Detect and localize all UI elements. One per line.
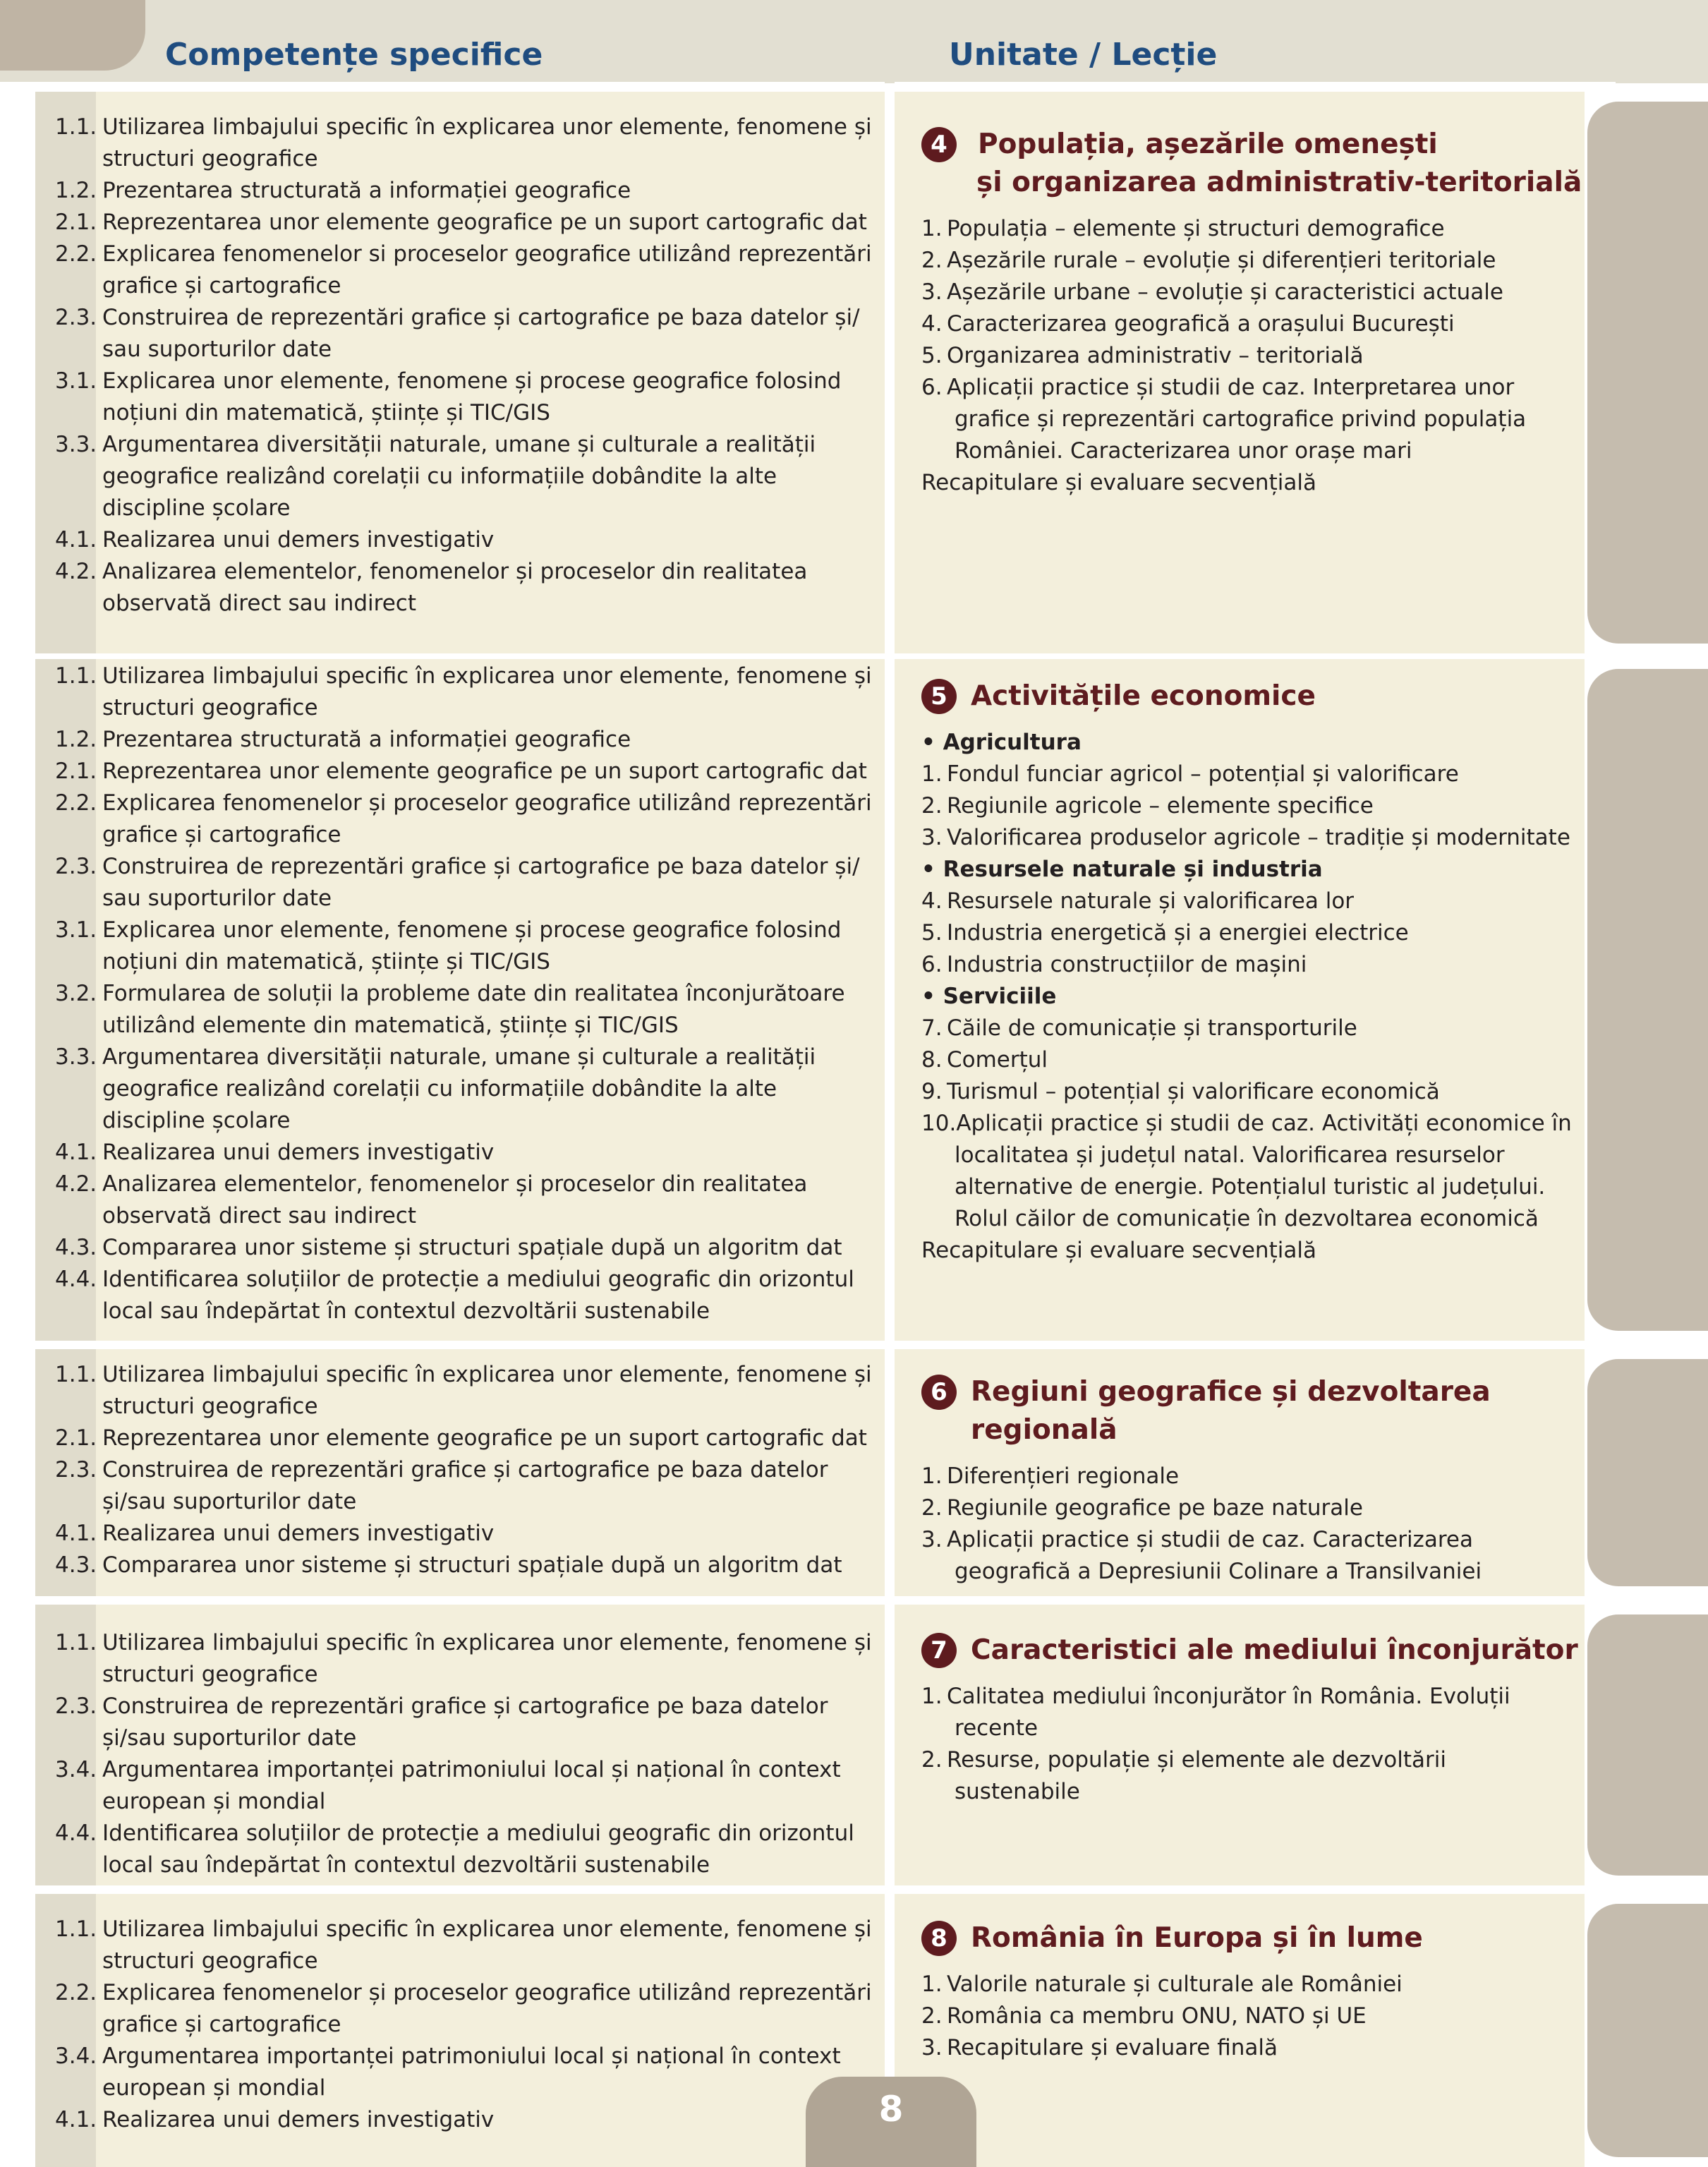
competence-number: 3.2. <box>55 981 97 1006</box>
competence-text: Utilizarea limbajului specific în explicarea unor elemente, fenomene și structuri geografice <box>102 663 872 720</box>
competence-item <box>55 1423 885 1454</box>
competence-number: 1.1. <box>55 1630 97 1655</box>
competence-item <box>55 302 885 366</box>
lesson-text: Organizarea administrativ – teritorială <box>947 343 1364 368</box>
lesson-text: Aplicații practice și studii de caz. Caracterizarea geografică a Depresiunii Colinare a Transilvaniei <box>947 1527 1482 1584</box>
competence-list <box>55 660 885 1327</box>
competence-text: Analizarea elementelor, fenomenelor și proceselor din realitatea observată direct sau indirect <box>102 559 808 616</box>
lesson-text: Aplicații practice și studii de caz. Activități economice în localitatea și județul natal. Valorificarea resurselor alternative de energie. Potențialul turistic al județului. Rolul căilor de comunicație în dezvoltarea economică <box>955 1111 1572 1231</box>
lesson-item <box>921 340 1577 372</box>
lesson-text: Industria energetică și a energiei electrice <box>947 920 1409 946</box>
lesson-number: 10. <box>921 1111 957 1136</box>
lesson-item <box>921 372 1577 467</box>
lesson-number: 1. <box>921 1463 943 1489</box>
unit-number-badge: 5 <box>921 679 957 714</box>
lesson-list <box>921 1969 1577 2064</box>
lesson-item <box>921 1044 1577 1076</box>
unit-title: Activitățile economice <box>971 680 1316 712</box>
competence-number: 2.3. <box>55 1457 97 1483</box>
competence-text: Explicarea fenomenelor și proceselor geografice utilizând reprezentări grafice și cartografice <box>102 790 872 847</box>
lesson-item <box>921 1524 1577 1588</box>
competence-text: Explicarea fenomenelor și proceselor geografice utilizând reprezentări grafice și cartografice <box>102 1980 872 2037</box>
competence-item <box>55 915 885 978</box>
competence-text: Utilizarea limbajului specific în explicarea unor elemente, fenomene și structuri geografice <box>102 1630 872 1687</box>
lesson-item <box>921 2032 1577 2064</box>
competence-list <box>55 1359 885 1581</box>
competence-item <box>55 756 885 787</box>
competence-number: 3.4. <box>55 1757 97 1782</box>
competence-number: 2.1. <box>55 759 97 784</box>
competence-text: Construirea de reprezentări grafice și cartografice pe baza datelor și/ sau suporturilor date <box>102 305 860 362</box>
competence-number: 4.1. <box>55 2107 97 2132</box>
competence-number: 2.3. <box>55 305 97 330</box>
competence-list <box>55 1914 885 2136</box>
competence-text: Formularea de soluții la probleme date din realitatea înconjurătoare utilizând elemente din matematică, științe și TIC/GIS <box>102 981 845 1038</box>
lesson-item <box>921 1681 1577 1744</box>
lesson-number: 4. <box>921 311 943 337</box>
unit-number-badge: 8 <box>921 1921 957 1956</box>
competence-number: 2.2. <box>55 1980 97 2005</box>
competence-item <box>55 1232 885 1264</box>
competence-text: Argumentarea importanței patrimoniului local și național în context european și mondial <box>102 1757 841 1814</box>
lesson-text: Populația – elemente și structuri demografice <box>947 216 1445 241</box>
competence-text: Reprezentarea unor elemente geografice pe un suport cartografic dat <box>102 210 867 235</box>
competence-text: Argumentarea importanței patrimoniului local și național în context european și mondial <box>102 2044 841 2101</box>
lesson-text: Căile de comunicație și transporturile <box>947 1015 1357 1041</box>
lesson-text: Regiunile geografice pe baze naturale <box>947 1495 1363 1521</box>
competence-text: Compararea unor sisteme și structuri spațiale după un algoritm dat <box>102 1235 842 1260</box>
lesson-number: 2. <box>921 248 943 273</box>
competence-list <box>55 1627 885 1881</box>
competence-item <box>55 1550 885 1581</box>
competence-item <box>55 366 885 429</box>
competence-text: Realizarea unui demers investigativ <box>102 2107 495 2132</box>
competence-number: 4.1. <box>55 1521 97 1546</box>
competence-text: Reprezentarea unor elemente geografice pe un suport cartografic dat <box>102 759 867 784</box>
lesson-text: Calitatea mediului înconjurător în România. Evoluții recente <box>947 1684 1510 1741</box>
lesson-text: Fondul funciar agricol – potențial și valorificare <box>947 761 1459 787</box>
competence-text: Explicarea unor elemente, fenomene și procese geografice folosind noțiuni din matematică, științe și TIC/GIS <box>102 368 842 425</box>
competence-text: Realizarea unui demers investigativ <box>102 1521 495 1546</box>
side-tab <box>1587 1614 1708 1876</box>
lesson-number: 9. <box>921 1079 943 1104</box>
competence-text: Compararea unor sisteme și structuri spațiale după un algoritm dat <box>102 1552 842 1578</box>
competence-number: 3.1. <box>55 917 97 943</box>
lesson-number: 2. <box>921 2003 943 2029</box>
competence-text: Prezentarea structurată a informației geografice <box>102 727 631 752</box>
lesson-text: Aplicații practice și studii de caz. Interpretarea unor grafice și reprezentări cartografice privind populația României. Caracterizarea unor orașe mari <box>947 375 1527 464</box>
lesson-number: 8. <box>921 1047 943 1073</box>
lesson-item <box>921 790 1577 822</box>
competence-text: Argumentarea diversității naturale, umane și culturale a realității geografice realizând corelații cu informațiile dobândite la alte discipline școlare <box>102 1044 816 1133</box>
lesson-text: Regiunile agricole – elemente specifice <box>947 793 1374 819</box>
competence-item <box>55 524 885 556</box>
lesson-text: Așezările urbane – evoluție și caracteristici actuale <box>947 279 1503 305</box>
competence-item <box>55 1754 885 1818</box>
lesson-number: 3. <box>921 1527 943 1552</box>
competence-number: 1.1. <box>55 1917 97 1942</box>
competence-number: 4.4. <box>55 1267 97 1292</box>
lesson-section-heading: • Agricultura <box>921 730 1082 755</box>
competence-number: 3.4. <box>55 2044 97 2069</box>
competence-item <box>55 1042 885 1137</box>
competence-item <box>55 978 885 1042</box>
page-number: 8 <box>878 2089 904 2130</box>
lesson-text: Valorificarea produselor agricole – tradiție și modernitate <box>947 825 1570 850</box>
competence-item <box>55 429 885 524</box>
lesson-section-heading: • Resursele naturale și industria <box>921 857 1323 882</box>
competence-text: Prezentarea structurată a informației geografice <box>102 178 631 203</box>
competence-text: Explicarea fenomenelor si proceselor geografice utilizând reprezentări grafice și cartografice <box>102 241 872 298</box>
lesson-text: Industria construcțiilor de mașini <box>947 952 1307 977</box>
competence-number: 4.3. <box>55 1235 97 1260</box>
competence-text: Utilizarea limbajului specific în explicarea unor elemente, fenomene și structuri geografice <box>102 1917 872 1974</box>
competence-text: Reprezentarea unor elemente geografice pe un suport cartografic dat <box>102 1425 867 1451</box>
header-rule <box>895 82 1616 92</box>
competence-item <box>55 175 885 207</box>
side-tab <box>1587 669 1708 1331</box>
competence-number: 4.1. <box>55 527 97 553</box>
lesson-number: 6. <box>921 952 943 977</box>
lesson-text: Resursele naturale și valorificarea lor <box>947 888 1355 914</box>
unit-title: și organizarea administrativ-teritorială <box>976 167 1582 198</box>
lesson-list <box>921 727 1577 1267</box>
lesson-item <box>921 1076 1577 1108</box>
lesson-item <box>921 1969 1577 2000</box>
competence-item <box>55 1264 885 1327</box>
competence-item <box>55 1454 885 1518</box>
competence-number: 2.2. <box>55 790 97 816</box>
lesson-number: 2. <box>921 1747 943 1773</box>
competence-item <box>55 1627 885 1691</box>
competence-item <box>55 1977 885 2041</box>
lesson-item <box>921 1492 1577 1524</box>
competence-item <box>55 2041 885 2104</box>
competence-item <box>55 556 885 620</box>
lesson-item <box>921 277 1577 308</box>
competence-number: 2.1. <box>55 210 97 235</box>
lesson-recap: Recapitulare și evaluare secvențială <box>921 1238 1316 1263</box>
lesson-item <box>921 1744 1577 1808</box>
competence-text: Identificarea soluțiilor de protecție a mediului geografic din orizontul local sau îndepărtat în contextul dezvoltării sustenabile <box>102 1821 854 1878</box>
competence-number: 4.2. <box>55 559 97 584</box>
lesson-list <box>921 1681 1577 1808</box>
competence-item <box>55 1818 885 1881</box>
competence-text: Utilizarea limbajului specific în explicarea unor elemente, fenomene și structuri geografice <box>102 114 872 171</box>
lesson-number: 1. <box>921 1972 943 1997</box>
competence-item <box>55 1518 885 1550</box>
lesson-recap: Recapitulare și evaluare secvențială <box>921 470 1316 495</box>
competence-item <box>55 111 885 175</box>
competence-text: Utilizarea limbajului specific în explicarea unor elemente, fenomene și structuri geografice <box>102 1362 872 1419</box>
lesson-item <box>921 822 1577 854</box>
lesson-item <box>921 245 1577 277</box>
competence-item <box>55 2104 885 2136</box>
competence-number: 2.2. <box>55 241 97 267</box>
lesson-item <box>921 1108 1577 1235</box>
competence-text: Argumentarea diversității naturale, umane și culturale a realității geografice realizând corelații cu informațiile dobândite la alte discipline școlare <box>102 432 816 521</box>
competence-number: 4.3. <box>55 1552 97 1578</box>
competence-number: 1.1. <box>55 1362 97 1387</box>
lesson-item <box>921 1461 1577 1492</box>
competence-item <box>55 1137 885 1169</box>
unit-title: România în Europa și în lume <box>971 1922 1423 1954</box>
competence-number: 4.2. <box>55 1171 97 1197</box>
lesson-number: 1. <box>921 761 943 787</box>
lesson-list <box>921 213 1577 499</box>
competence-text: Realizarea unui demers investigativ <box>102 527 495 553</box>
lesson-item <box>921 917 1577 949</box>
competence-text: Identificarea soluțiilor de protecție a mediului geografic din orizontul local sau îndepărtat în contextul dezvoltării sustenabile <box>102 1267 854 1324</box>
header-rule <box>0 82 885 92</box>
competence-item <box>55 207 885 239</box>
competence-number: 4.4. <box>55 1821 97 1846</box>
lesson-number: 6. <box>921 375 943 400</box>
competence-text: Analizarea elementelor, fenomenelor și proceselor din realitatea observată direct sau indirect <box>102 1171 808 1229</box>
lesson-number: 3. <box>921 2035 943 2060</box>
column-title-units: Unitate / Lecție <box>949 37 1218 73</box>
competence-number: 1.1. <box>55 663 97 689</box>
lesson-text: Turismul – potențial și valorificare economică <box>947 1079 1440 1104</box>
lesson-number: 5. <box>921 920 943 946</box>
competence-item <box>55 1169 885 1232</box>
competence-text: Construirea de reprezentări grafice și cartografice pe baza datelor și/sau suporturilor date <box>102 1457 828 1514</box>
lesson-item <box>921 949 1577 981</box>
competence-item <box>55 239 885 302</box>
competence-number: 2.3. <box>55 854 97 879</box>
competence-number: 3.3. <box>55 1044 97 1070</box>
competence-number: 2.1. <box>55 1425 97 1451</box>
lesson-text: Recapitulare și evaluare finală <box>947 2035 1278 2060</box>
lesson-number: 2. <box>921 793 943 819</box>
competence-item <box>55 851 885 915</box>
lesson-item <box>921 308 1577 340</box>
lesson-text: Diferențieri regionale <box>947 1463 1180 1489</box>
side-tab <box>1587 1359 1708 1586</box>
lesson-item <box>921 886 1577 917</box>
unit-number-badge: 6 <box>921 1375 957 1410</box>
lesson-number: 4. <box>921 888 943 914</box>
competence-item <box>55 724 885 756</box>
competence-item <box>55 660 885 724</box>
competence-text: Construirea de reprezentări grafice și cartografice pe baza datelor și/sau suporturilor date <box>102 1694 828 1751</box>
lesson-text: Așezările rurale – evoluție și diferențieri teritoriale <box>947 248 1496 273</box>
lesson-text: Resurse, populație și elemente ale dezvoltării sustenabile <box>947 1747 1446 1804</box>
side-tab <box>1587 1904 1708 2157</box>
lesson-text: Valorile naturale și culturale ale României <box>947 1972 1403 1997</box>
lesson-list <box>921 1461 1577 1588</box>
competence-number: 3.1. <box>55 368 97 394</box>
lesson-number: 5. <box>921 343 943 368</box>
competence-item <box>55 1359 885 1423</box>
lesson-text: Caracterizarea geografică a orașului București <box>947 311 1455 337</box>
lesson-number: 3. <box>921 279 943 305</box>
unit-title: Caracteristici ale mediului înconjurător <box>971 1634 1578 1666</box>
lesson-item <box>921 759 1577 790</box>
competence-text: Explicarea unor elemente, fenomene și procese geografice folosind noțiuni din matematică, științe și TIC/GIS <box>102 917 842 974</box>
competence-number: 1.2. <box>55 178 97 203</box>
competence-text: Construirea de reprezentări grafice și cartografice pe baza datelor și/ sau suporturilor date <box>102 854 860 911</box>
competence-text: Realizarea unui demers investigativ <box>102 1140 495 1165</box>
competence-item <box>55 1691 885 1754</box>
competence-number: 2.3. <box>55 1694 97 1719</box>
competence-item <box>55 1914 885 1977</box>
unit-title: regională <box>971 1414 1118 1446</box>
competence-number: 1.2. <box>55 727 97 752</box>
column-title-competences: Competențe specifice <box>165 37 543 73</box>
lesson-item <box>921 2000 1577 2032</box>
lesson-number: 7. <box>921 1015 943 1041</box>
corner-tab <box>0 0 145 71</box>
competence-list <box>55 111 885 620</box>
lesson-item <box>921 1013 1577 1044</box>
competence-item <box>55 787 885 851</box>
lesson-number: 1. <box>921 1684 943 1709</box>
competence-number: 1.1. <box>55 114 97 140</box>
lesson-number: 1. <box>921 216 943 241</box>
lesson-number: 3. <box>921 825 943 850</box>
side-tab <box>1587 102 1708 644</box>
lesson-section-heading: • Serviciile <box>921 984 1057 1009</box>
unit-title: Populația, așezările omenești <box>978 128 1438 160</box>
unit-number-badge: 4 <box>921 127 957 162</box>
competence-number: 4.1. <box>55 1140 97 1165</box>
lesson-text: România ca membru ONU, NATO și UE <box>947 2003 1367 2029</box>
lesson-number: 2. <box>921 1495 943 1521</box>
unit-title: Regiuni geografice și dezvoltarea <box>971 1376 1491 1408</box>
unit-number-badge: 7 <box>921 1633 957 1668</box>
lesson-item <box>921 213 1577 245</box>
competence-number: 3.3. <box>55 432 97 457</box>
lesson-text: Comerțul <box>947 1047 1048 1073</box>
